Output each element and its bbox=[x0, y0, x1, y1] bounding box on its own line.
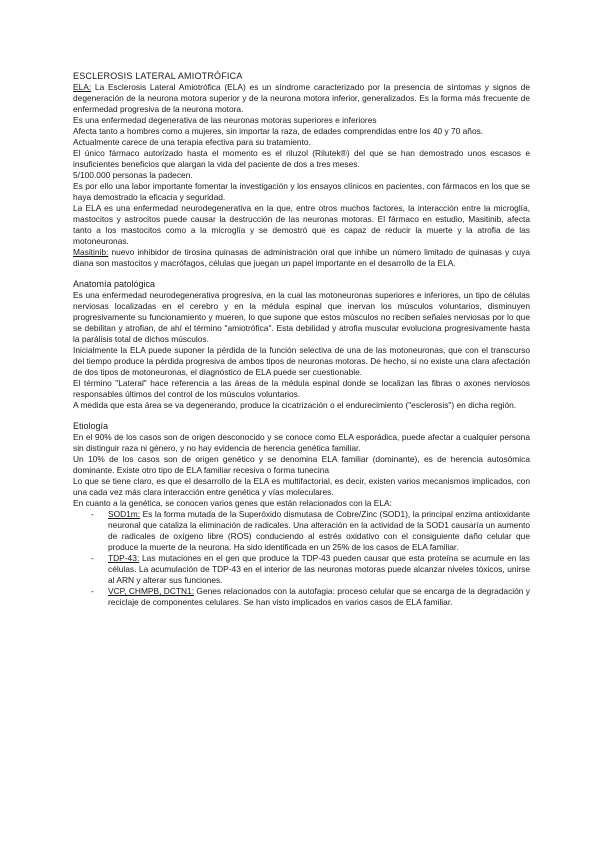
list-item: - VCP, CHMPB, DCTN1: Genes relacionados con la autofagia: proceso celular que se encarga de la degradación y reciclaje de componentes celulares. Se han visto implicados en varios casos de ELA familiar. bbox=[91, 586, 530, 608]
list-item: - SOD1m: Es la forma mutada de la Superóxido dismutasa de Cobre/Zinc (SOD1), la principal enzima antioxidante neuronal que cataliza la eliminación de radicales. Una alteración en la actividad de la SOD1 causaría un aumento de radicales de oxígeno libre (ROS) conduciendo al estrés oxidativo con el consiguiente daño celular que produce la muerte de la neurona. Ha sido identificada en un 25% de los casos de ELA familiar. bbox=[91, 509, 530, 553]
intro-paragraph-4: Actualmente carece de una terapia efectiva para su tratamiento. bbox=[73, 137, 311, 147]
section-heading-anatomia: Anatomía patológica bbox=[73, 279, 156, 289]
etiologia-paragraph-3: Lo que se tiene claro, es que el desarrollo de la ELA es multifactorial, es decir, existen varios mecanismos implicados, con una cada vez más clara interacción entre genética y vías moleculares. bbox=[73, 476, 530, 497]
intro-paragraph-6: 5/100.000 personas la padecen. bbox=[73, 170, 193, 180]
section-heading-etiologia: Etiología bbox=[73, 421, 109, 431]
document-page bbox=[73, 71, 530, 608]
document-title: ESCLEROSIS LATERAL AMIOTRÓFICA bbox=[73, 71, 243, 81]
anatomia-paragraph-3: El término "Lateral" hace referencia a las áreas de la médula espinal donde se localizan las fibras o axones nerviosos responsables últimos del control de los músculos voluntarios. bbox=[73, 378, 530, 399]
intro-paragraph-8: La ELA es una enfermedad neurodegenerativa en la que, entre otros muchos factores, la interacción entre la microglía, mastocitos y astrocitos puede causar la destrucción de las neuronas motoras. El fármaco en estudio, Masitinib, afecta tanto a los mastocitos como a la microglía y se demostró que es capaz de reducir la muerte y la atrofia de las motoneuronas. bbox=[73, 203, 530, 246]
etiologia-paragraph-2: Un 10% de los casos son de origen genético y se denomina ELA familiar (dominante), es de herencia autosómica dominante. Existe otro tipo de ELA familiar recesiva o forma tunecina bbox=[73, 454, 530, 475]
gene-term: TDP-43: bbox=[108, 553, 140, 563]
masitinib-definition: Masitinib: nuevo inhibidor de tirosina quinasas de administración oral que inhibe un número limitado de quinasas y cuya diana son mastocitos y macrófagos, células que juegan un papel importante en el desarrollo de la ELA. bbox=[73, 247, 530, 268]
ela-term: ELA: bbox=[73, 82, 92, 92]
intro-paragraph-2: Es una enfermedad degenerativa de las neuronas motoras superiores e inferiores bbox=[73, 115, 377, 125]
intro-paragraph-7: Es por ello una labor importante fomentar la investigación y los ensayos clínicos en pacientes, con fármacos en los que se haya demostrado la eficacia y seguridad. bbox=[73, 181, 530, 202]
anatomia-paragraph-1: Es una enfermedad neurodegenerativa progresiva, en la cual las motoneuronas superiores e inferiores, un tipo de células nerviosas localizadas en el cerebro y en la médula espinal que inervan los músculos voluntarios, disminuyen progresivamente su funcionamiento y mueren, lo que supone que estos músculos no reciben señales nerviosas por lo que se debilitan y atrofian, de ahí el término "amiotrófica". Esta debilidad y atrofia muscular evoluciona progresivamente hasta la parálisis total de dichos músculos. bbox=[73, 290, 530, 344]
gene-term: VCP, CHMPB, DCTN1: bbox=[108, 586, 195, 596]
masitinib-term: Masitinib: bbox=[73, 247, 109, 257]
intro-paragraph-3: Afecta tanto a hombres como a mujeres, sin importar la raza, de edades comprendidas entre los 40 y 70 años. bbox=[73, 126, 484, 136]
anatomia-paragraph-2: Inicialmente la ELA puede suponer la pérdida de la función selectiva de una de las motoneuronas, que con el transcurso del tiempo produce la pérdida progresiva de ambos tipos de neuronas motoras. De hecho, si no existe una clara afectación de dos tipos de motoneuronas, el diagnóstico de ELA puede ser cuestionable. bbox=[73, 345, 530, 377]
gene-term: SOD1m: bbox=[108, 509, 141, 519]
etiologia-paragraph-1: En el 90% de los casos son de origen desconocido y se conoce como ELA esporádica, puede afectar a cualquier persona sin distinguir raza ni género, y no hay evidencia de herencia genética familiar. bbox=[73, 432, 530, 453]
anatomia-paragraph-4: A medida que esta área se va degenerando, produce la cicatrización o el endurecimiento ("esclerosis") en dicha región. bbox=[73, 400, 517, 410]
intro-paragraph-5: El único fármaco autorizado hasta el momento es el riluzol (Rilutek®) del que se han demostrado unos escasos e insuficientes beneficios que alargan la vida del paciente de dos a tres meses. bbox=[73, 148, 530, 169]
etiologia-paragraph-4: En cuanto a la genética, se conocen varios genes que están relacionados con la ELA: bbox=[73, 498, 392, 508]
ela-definition: ELA: La Esclerosis Lateral Amiotrófica (ELA) es un síndrome caracterizado por la presencia de síntomas y signos de degeneración de la neurona motora superior y de la neurona motora inferior, generalizados. Es la forma más frecuente de enfermedad progresiva de la neurona motora. bbox=[73, 82, 530, 114]
list-item: - TDP-43: Las mutaciones en el gen que produce la TDP-43 pueden causar que esta proteína se acumule en las células. La acumulación de TDP-43 en el interior de las neuronas motoras puede alcanzar niveles tóxicos, unirse al ARN y alterar sus funciones. bbox=[91, 553, 530, 586]
gene-list bbox=[73, 509, 530, 608]
